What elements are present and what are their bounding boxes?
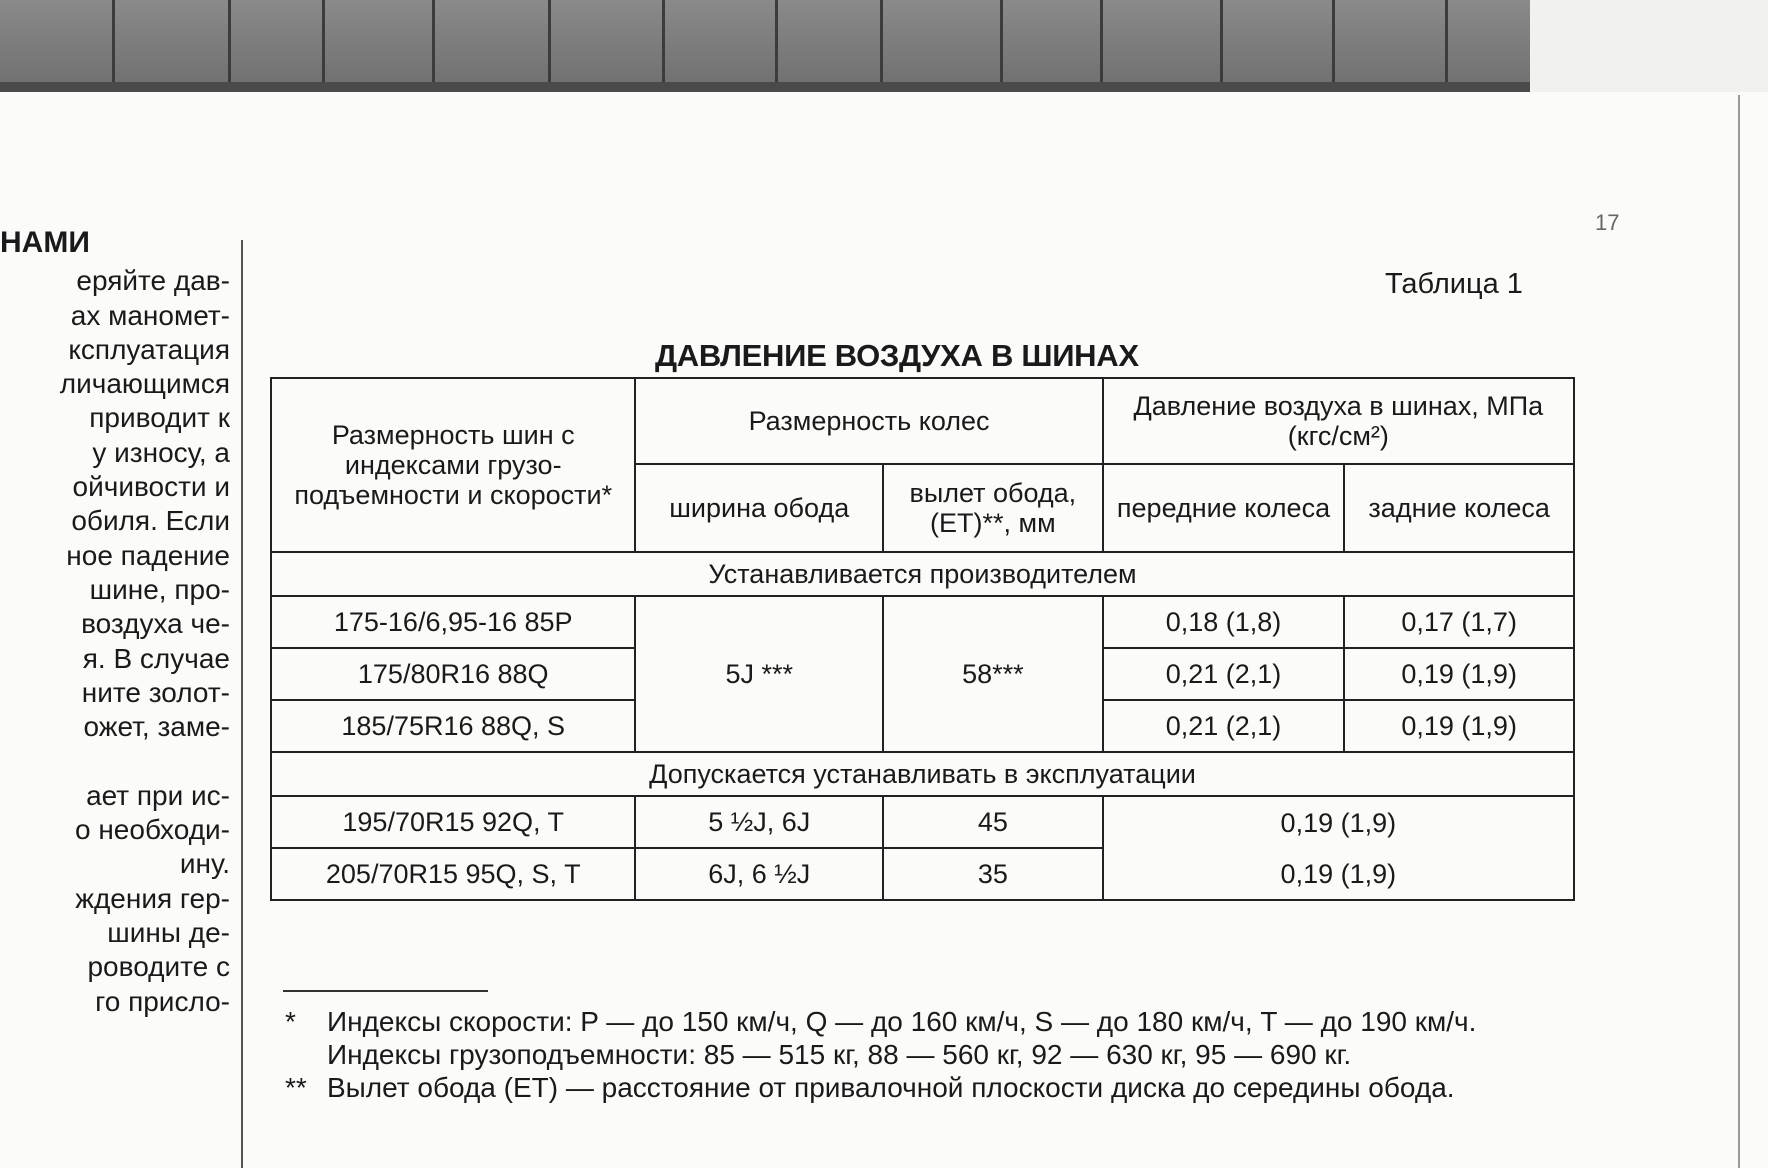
rim-offset-cell: 35 [883,848,1103,900]
column-divider [241,240,243,1168]
tire-size-cell: 205/70R15 95Q, S, T [271,848,635,900]
rib [880,0,883,82]
tire-size-cell: 185/75R16 88Q, S [271,700,635,752]
text-line: ает при ис- [86,779,230,811]
rear-pressure-cell: 0,17 (1,7) [1344,596,1574,648]
section-operation: Допускается устанавливать в эксплуатации [271,752,1574,796]
rib [432,0,435,82]
header-pressure: Давление воздуха в шинах, МПа (кгс/см²) [1103,378,1574,464]
front-pressure-cell: 0,18 (1,8) [1103,596,1345,648]
rear-pressure-cell: 0,19 (1,9) [1344,648,1574,700]
footnote-marker: ** [285,1072,307,1103]
text-line: воздуха че- [81,608,230,640]
pressure-cell: 0,19 (1,9) [1103,796,1574,848]
rim-offset-cell: 45 [883,796,1103,848]
text-line [0,744,230,778]
rim-width-cell: 5 ½J, 6J [635,796,883,848]
rear-pressure-cell: 0,19 (1,9) [1344,700,1574,752]
header-rear: задние колеса [1344,464,1574,552]
text-line: ксплуатация [68,333,230,365]
top-ribbed-object [0,0,1530,90]
header-rim-width: ширина обода [635,464,883,552]
tire-size-cell: 175/80R16 88Q [271,648,635,700]
footnote-offset-text: Вылет обода (ET) — расстояние от привалочной плоскости диска до середины обода. [327,1072,1455,1103]
table-row [271,848,1574,900]
header-front: передние колеса [1103,464,1345,552]
footnote-speed-text: Индексы скорости: P — до 150 км/ч, Q — до 160 км/ч, S — до 180 км/ч, T — до 190 км/ч. [327,1006,1477,1037]
text-line: ное падение [66,539,230,571]
text-line: шине, про- [89,573,230,605]
text-line: я. В случае [82,642,230,674]
rib [1100,0,1103,82]
tire-pressure-table [270,377,1575,901]
page-number: 17 [1595,210,1620,235]
rim-width-cell: 6J, 6 ½J [635,848,883,900]
rib [1332,0,1335,82]
rib [1000,0,1003,82]
text-line: шины де- [107,916,230,948]
rib [112,0,115,82]
text-line: роводите с [87,951,230,983]
text-line: приводит к [89,402,230,434]
left-column-text [0,226,230,1019]
rib [1220,0,1223,82]
text-line: обиля. Если [71,505,230,537]
footnote-load-text: Индексы грузоподъемности: 85 — 515 кг, 88 — 560 кг, 92 — 630 кг, 95 — 690 кг. [327,1039,1352,1070]
footnotes [285,1005,1585,1104]
header-tire-size: Размерность шин с индексами грузо-подъемности и скорости* [271,378,635,552]
text-line: ните золот- [81,676,230,708]
table-row [271,796,1574,848]
rim-width-cell: 5J *** [635,596,883,752]
section-factory: Устанавливается производителем [271,552,1574,596]
rib [1445,0,1448,82]
text-line: ждения гер- [75,882,230,914]
text-line: у износу, а [92,436,230,468]
footnote-marker: * [285,1006,296,1037]
table-row [271,596,1574,648]
rib [662,0,665,82]
text-line: о необходи- [74,814,230,846]
rib [775,0,778,82]
header-wheel-size: Размерность колес [635,378,1102,464]
table-title: ДАВЛЕНИЕ ВОЗДУХА В ШИНАХ [655,338,1139,373]
text-line: ожет, заме- [83,711,230,743]
top-object-edge [0,82,1530,92]
text-line: личающимся [59,368,230,400]
front-pressure-cell: 0,21 (2,1) [1103,700,1345,752]
rim-offset-cell: 58*** [883,596,1103,752]
tire-size-cell: 195/70R15 92Q, T [271,796,635,848]
page-edge [1738,95,1740,1168]
text-line: ойчивости и [72,471,230,503]
text-line: ах маномет- [70,299,230,331]
table-label: Таблица 1 [1385,268,1523,300]
footnote-rule [283,990,488,992]
pressure-cell: 0,19 (1,9) [1103,848,1574,900]
rib [548,0,551,82]
front-pressure-cell: 0,21 (2,1) [1103,648,1345,700]
footnote-speed [285,1005,1585,1038]
rib [228,0,231,82]
text-line: го присло- [95,985,230,1017]
footnote-offset [285,1071,1585,1104]
text-line: ину. [179,848,230,880]
header-rim-offset: вылет обода, (ET)**, мм [883,464,1103,552]
left-heading: НАМИ [0,226,90,259]
background-strip [1530,0,1768,92]
footnote-load [285,1038,1585,1071]
rib [322,0,325,82]
tire-size-cell: 175-16/6,95-16 85P [271,596,635,648]
text-line: еряйте дав- [76,265,230,297]
